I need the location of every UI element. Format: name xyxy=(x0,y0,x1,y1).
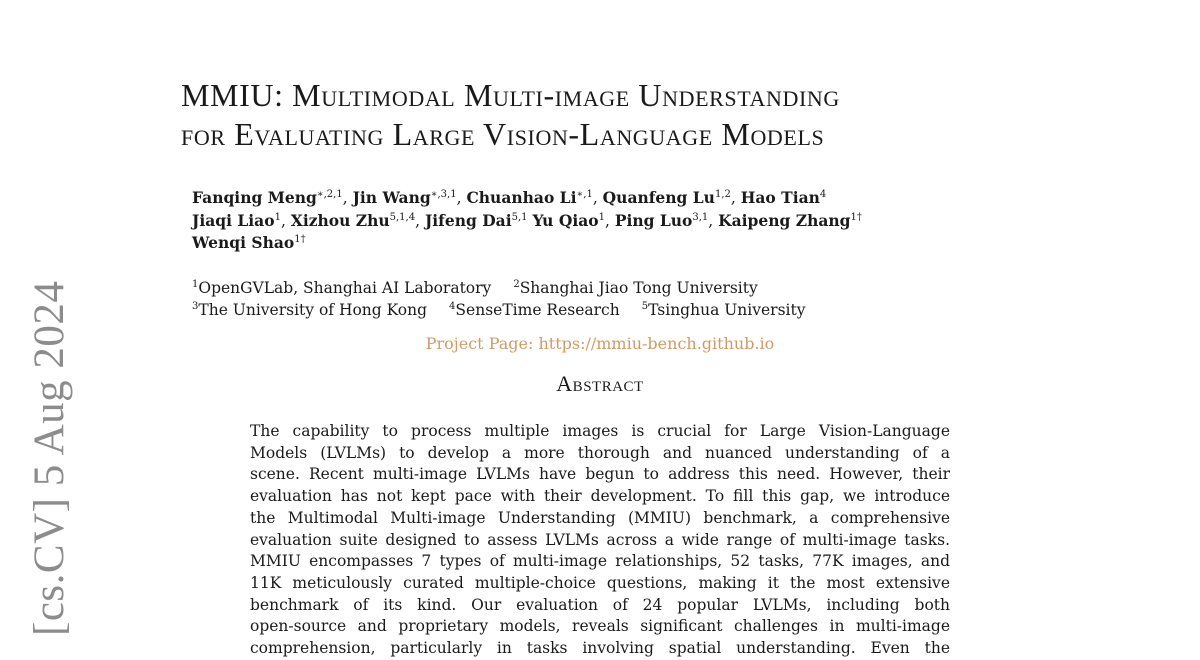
affiliation-list xyxy=(192,277,1012,321)
abstract-line: open-source and proprietary models, reveals significant challenges in multi-image xyxy=(250,617,950,636)
author: Fanqing Meng$^{∗,2,1}$ xyxy=(192,188,343,207)
author-line-1: Fanqing Meng$^{∗,2,1}$, Jin Wang$^{∗,3,1}$, Chuanhao $Li^{∗,1}$, Quanfeng Lu$^{1,2}$, Hao Tian$^4$ xyxy=(192,188,827,207)
arxiv-identifier-stamp: [cs.CV] 5 Aug 2024 xyxy=(26,280,73,636)
author: Jifeng Dai$^{5,1}$ xyxy=(424,210,528,230)
paper-title-line-2: for Evaluating Large Vision-Language Models xyxy=(181,116,825,152)
author: Wenqi Shao$^{1\dagger}$ xyxy=(192,233,306,252)
author: Kaipeng Zhang$^{1\dagger}$ xyxy=(718,210,862,230)
abstract-line: Models (LVLMs) to develop a more thorough and nuanced understanding of a xyxy=(250,443,950,462)
abstract-line: evaluation suite designed to assess LVLMs across a wide range of multi-image tasks. xyxy=(250,530,950,549)
abstract-body xyxy=(250,421,950,660)
abstract-line: comprehension, particularly in tasks involving spatial understanding. Even the xyxy=(250,639,950,658)
affiliation: $^5$Tsinghua University xyxy=(641,301,806,319)
author: Hao Tian$^4$ xyxy=(740,188,827,207)
author: Ping Luo$^{3,1}$ xyxy=(614,210,709,230)
abstract-heading: Abstract xyxy=(556,371,644,396)
author: Chuanhao $Li^{∗,1}$ xyxy=(466,188,593,207)
affiliation: $^1$OpenGVLab, Shanghai AI Laboratory xyxy=(192,279,492,297)
affiliation-line-1 xyxy=(192,277,1012,299)
author: Quanfeng Lu$^{1,2}$ xyxy=(602,188,731,207)
paper-title-line-1: MMIU: Multimodal Multi-image Understanding xyxy=(181,77,840,113)
abstract-line: scene. Recent multi-image LVLMs have begun to address this need. However, their xyxy=(250,465,950,484)
abstract-line: evaluation has not kept pace with their development. To fill this gap, we introduce xyxy=(250,487,950,506)
author-line-2: Jiaqi Liao$^1$, Xizhou Zhu$^{5,1,4}$, Jifeng Dai$^{5,1}$ Yu Qiao$^1$, Ping Luo$^{3,1}$, Kaipeng Zhang$^{1\dagger}$ xyxy=(192,210,862,230)
project-page-link[interactable]: Project Page: https://mmiu-bench.github.io xyxy=(425,334,775,353)
affiliation: $^3$The University of Hong Kong xyxy=(192,301,428,319)
author: Xizhou Zhu$^{5,1,4}$ xyxy=(290,210,416,230)
author: Jiaqi Liao$^1$ xyxy=(192,210,281,230)
author-line-3 xyxy=(192,232,1012,255)
author: Jin Wang$^{∗,3,1}$ xyxy=(352,188,457,207)
abstract-line: benchmark of its kind. Our evaluation of 24 popular LVLMs, including both xyxy=(250,595,950,614)
abstract-line: The capability to process multiple images is crucial for Large Vision-Language xyxy=(250,422,950,440)
author-list xyxy=(192,187,1012,255)
abstract-line: the Multimodal Multi-image Understanding (MMIU) benchmark, a comprehensive xyxy=(250,508,950,527)
affiliation: $^2$Shanghai Jiao Tong University xyxy=(513,279,758,297)
author: Yu Qiao$^1$ xyxy=(532,210,605,230)
affiliation-line-2 xyxy=(192,299,1012,321)
abstract-line: 11K meticulously curated multiple-choice questions, making it the most extensive xyxy=(250,573,950,592)
affiliation: $^4$SenseTime Research xyxy=(449,301,620,319)
paper-title xyxy=(181,76,1041,154)
abstract-line: MMIU encompasses 7 types of multi-image relationships, 52 tasks, 77K images, and xyxy=(250,552,950,571)
